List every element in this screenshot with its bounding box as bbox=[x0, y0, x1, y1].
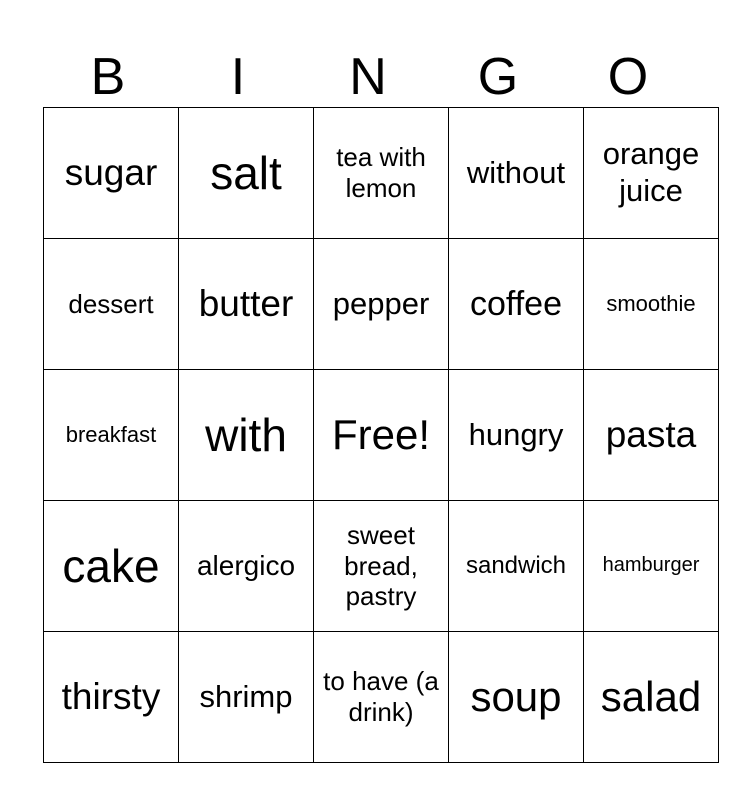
header-letter-o: O bbox=[607, 48, 649, 106]
bingo-cell: pepper bbox=[314, 239, 449, 370]
bingo-cell: alergico bbox=[179, 501, 314, 632]
bingo-cell: dessert bbox=[44, 239, 179, 370]
free-space-cell: Free! bbox=[314, 370, 449, 501]
bingo-cell: hungry bbox=[449, 370, 584, 501]
bingo-cell: butter bbox=[179, 239, 314, 370]
bingo-cell: sugar bbox=[44, 108, 179, 239]
grid-row bbox=[44, 108, 719, 239]
bingo-cell: orange juice bbox=[584, 108, 719, 239]
header-letter-g: G bbox=[477, 48, 519, 106]
bingo-cell: salt bbox=[179, 108, 314, 239]
bingo-cell: to have (a drink) bbox=[314, 632, 449, 763]
bingo-cell: without bbox=[449, 108, 584, 239]
bingo-cell: coffee bbox=[449, 239, 584, 370]
grid-row bbox=[44, 370, 719, 501]
bingo-cell: soup bbox=[449, 632, 584, 763]
bingo-cell: sweet bread, pastry bbox=[314, 501, 449, 632]
grid-row bbox=[44, 239, 719, 370]
bingo-cell: sandwich bbox=[449, 501, 584, 632]
bingo-cell: pasta bbox=[584, 370, 719, 501]
bingo-cell: breakfast bbox=[44, 370, 179, 501]
header-letter-i: I bbox=[230, 48, 246, 106]
bingo-cell: smoothie bbox=[584, 239, 719, 370]
bingo-cell: thirsty bbox=[44, 632, 179, 763]
header-letter-n: N bbox=[349, 48, 387, 106]
bingo-cell: hamburger bbox=[584, 501, 719, 632]
header-letter-b: B bbox=[90, 48, 126, 106]
bingo-card-grid bbox=[43, 107, 719, 763]
bingo-cell: tea with lemon bbox=[314, 108, 449, 239]
bingo-cell: cake bbox=[44, 501, 179, 632]
bingo-header bbox=[43, 46, 693, 108]
grid-row bbox=[44, 632, 719, 763]
bingo-cell: shrimp bbox=[179, 632, 314, 763]
grid-row bbox=[44, 501, 719, 632]
bingo-cell: salad bbox=[584, 632, 719, 763]
bingo-cell: with bbox=[179, 370, 314, 501]
